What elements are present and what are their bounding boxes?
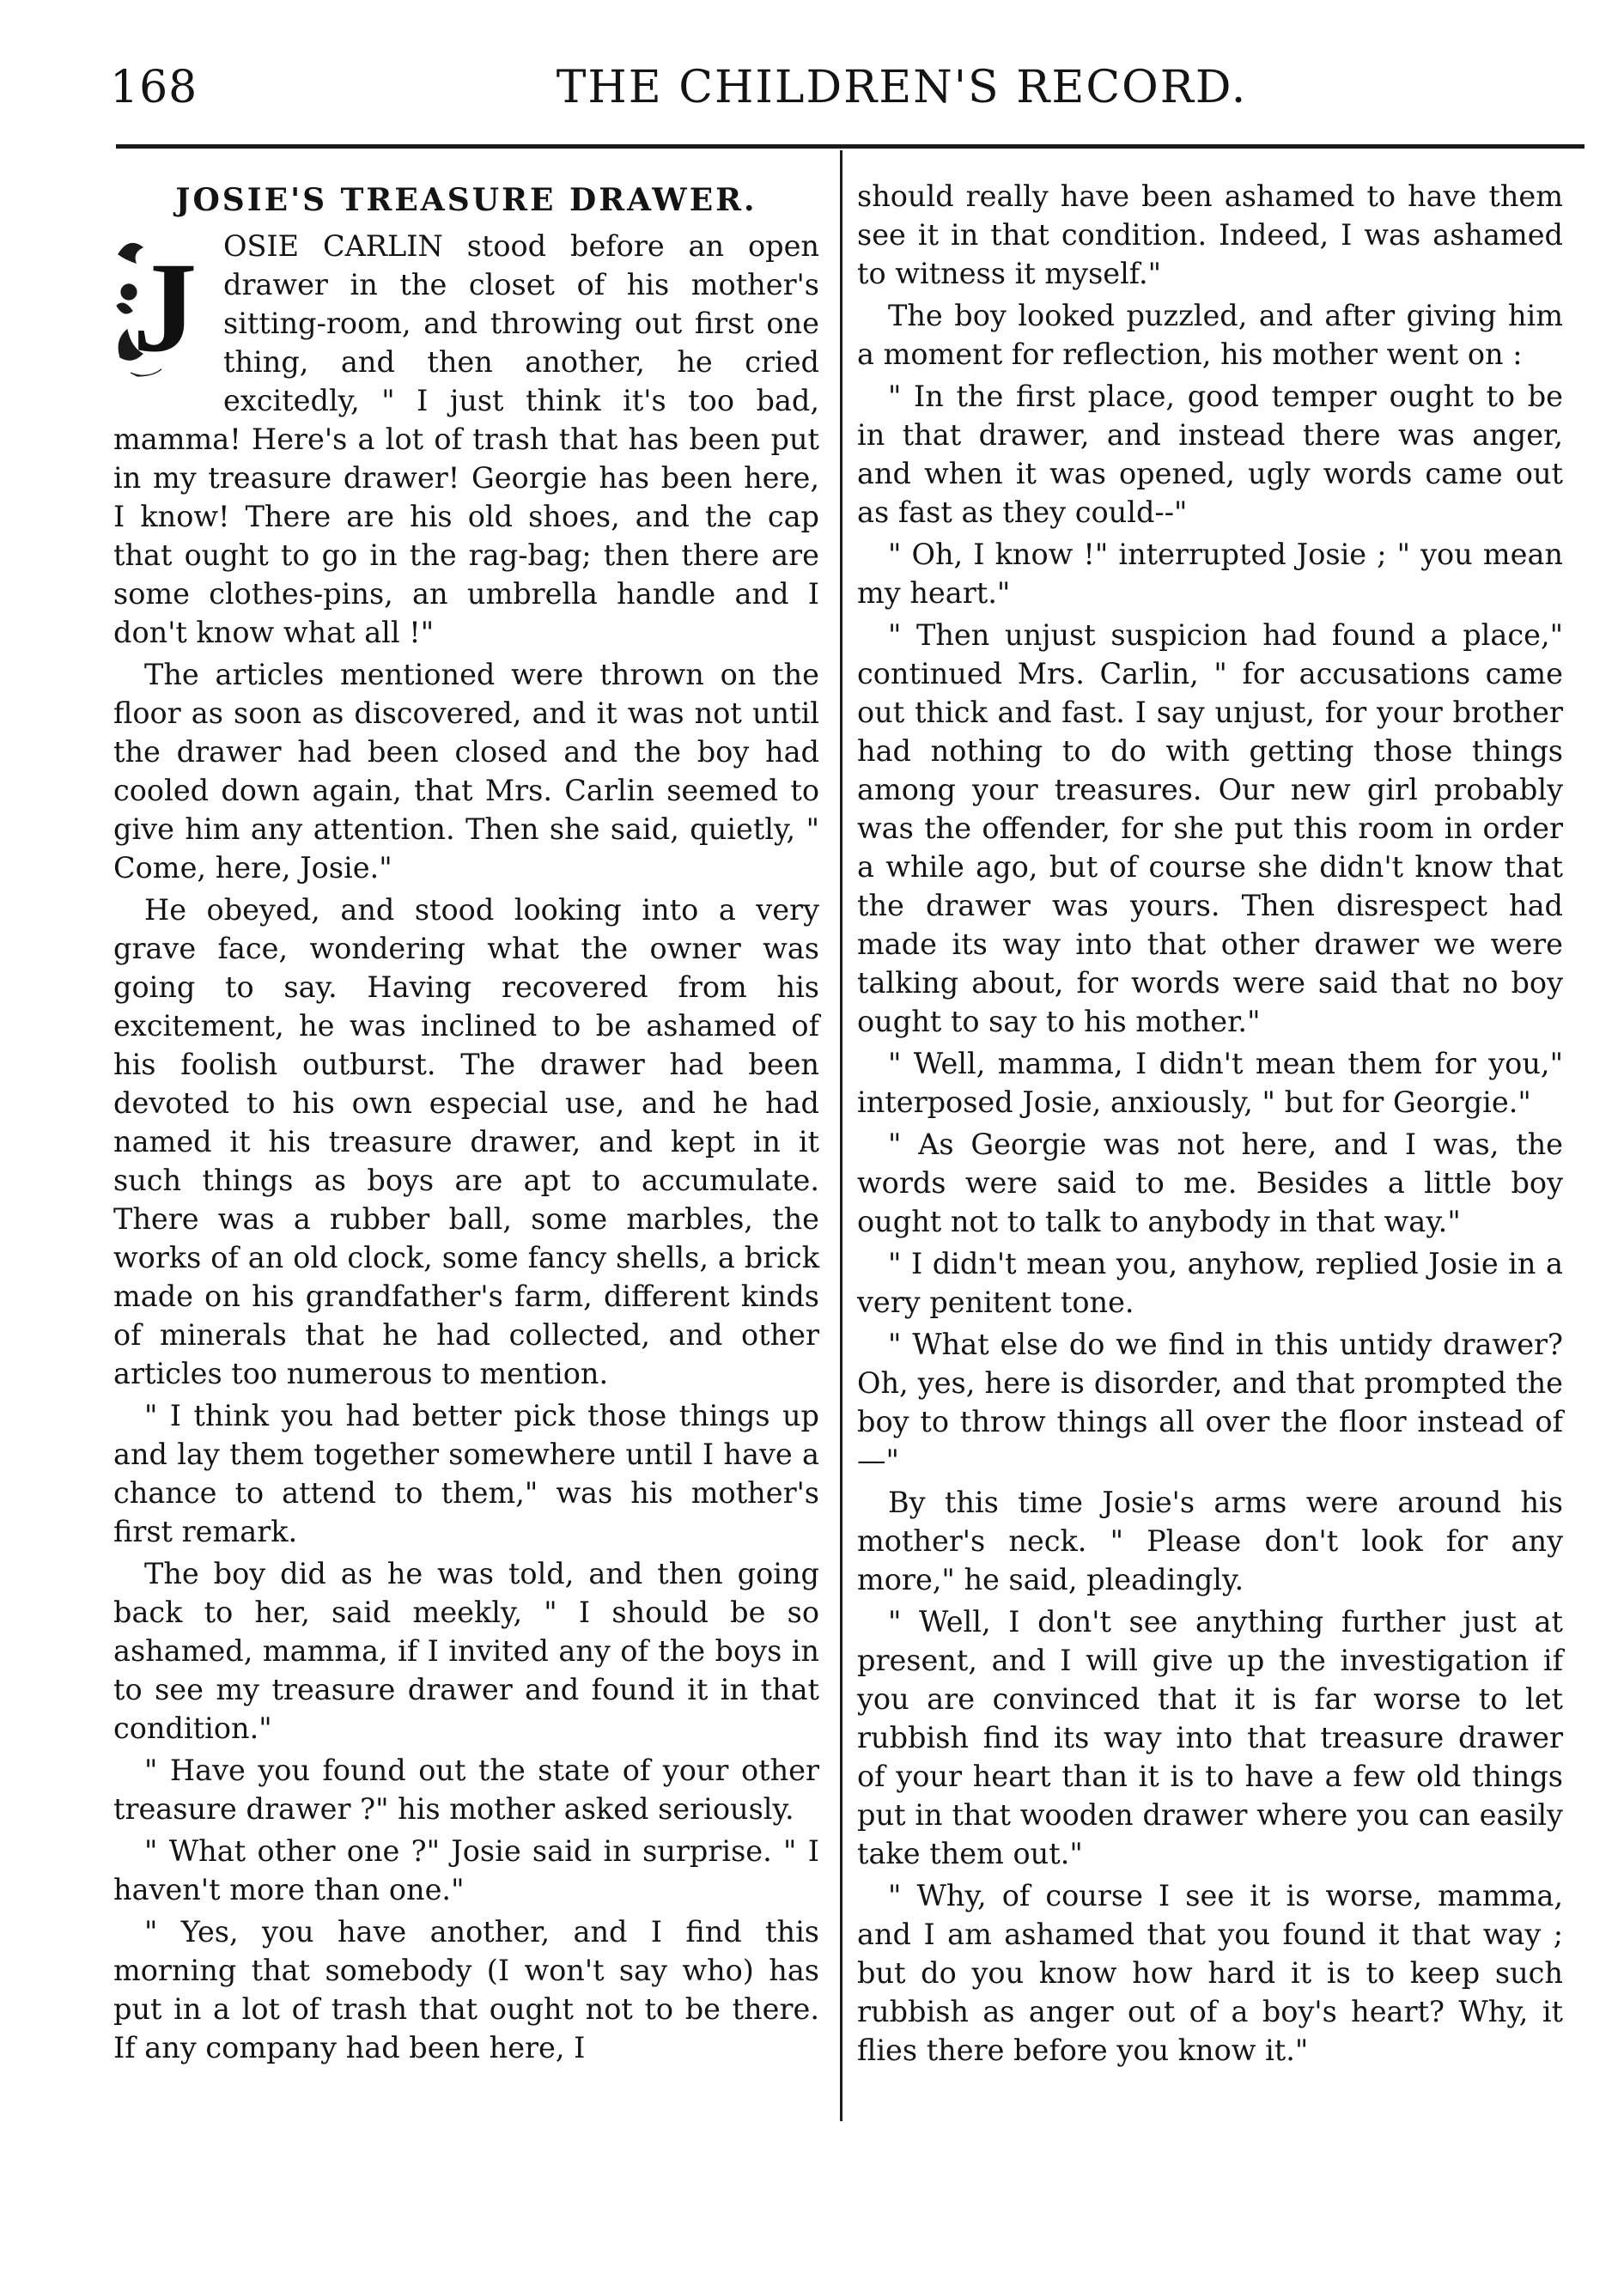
paragraph-continued: should really have been ashamed to have them see it in that condition. Indeed, I was ashamed to witness it myself." xyxy=(857,179,1563,290)
paragraph: " Yes, you have another, and I find this morning that somebody (I won't say who) has put in a lot of trash that ought not to be there. If any company had been here, I xyxy=(113,1915,819,2064)
page-number: 168 xyxy=(110,62,198,113)
paragraph: " Have you found out the state of your other treasure drawer ?" his mother asked seriously. xyxy=(113,1754,819,1826)
paragraph: " Why, of course I see it is worse, mamma, and I am ashamed that you found it that way ; but do you know how hard it is to keep such rubbish as anger out of a boy's heart? Why, it flies there before you know it." xyxy=(857,1879,1563,2067)
paragraph: " What else do we find in this untidy drawer? Oh, yes, here is disorder, and that prompted the boy to throw things all over the floor instead of—" xyxy=(857,1328,1563,1477)
paragraph: " I didn't mean you, anyhow, replied Josie in a very penitent tone. xyxy=(857,1247,1563,1319)
paragraph: By this time Josie's arms were around his mother's neck. " Please don't look for any more," he said, pleadingly. xyxy=(857,1486,1563,1596)
paragraph: " I think you had better pick those things up and lay them together somewhere until I have a chance to attend to them," was his mother's first remark. xyxy=(113,1399,819,1548)
header-rule xyxy=(116,144,1584,149)
dropcap-j-icon xyxy=(113,228,210,383)
paragraph: " As Georgie was not here, and I was, the words were said to me. Besides a little boy ought not to talk to anybody in that way." xyxy=(857,1128,1563,1238)
right-column xyxy=(857,177,1563,2073)
dropcap-j xyxy=(113,228,210,383)
paragraph: The articles mentioned were thrown on the floor as soon as discovered, and it was not until the drawer had been closed and the boy had cooled down again, that Mrs. Carlin seemed to give him any attention. Then she said, quietly, " Come, here, Josie." xyxy=(113,658,819,885)
column-divider xyxy=(840,150,842,2121)
dropcap-letter: J xyxy=(132,236,198,379)
paragraph: " What other one ?" Josie said in surprise. " I haven't more than one." xyxy=(113,1834,819,1906)
paragraph: He obeyed, and stood looking into a very grave face, wondering what the owner was going to say. Having recovered from his excitement, he was inclined to be ashamed of his foolish outburst. The drawer had been devoted to his own especial use, and he had named it his treasure drawer, and kept in it such things as boys are apt to accumulate. There was a rubber ball, some marbles, the works of an old clock, some fancy shells, a brick made on his grandfather's farm, different kinds of minerals that he had collected, and other articles too numerous to mention. xyxy=(113,893,819,1390)
paragraph: " Oh, I know !" interrupted Josie ; " you mean my heart." xyxy=(857,538,1563,610)
paragraph: " Then unjust suspicion had found a place," continued Mrs. Carlin, " for accusations came out thick and fast. I say unjust, for your brother had nothing to do with getting those things among your treasures. Our new girl probably was the offender, for she put this room in order a while ago, but of course she didn't know that the drawer was yours. Then disrespect had made its way into that other drawer we were talking about, for words were said that no boy ought to say to his mother." xyxy=(857,618,1563,1038)
paragraph: The boy looked puzzled, and after giving him a moment for reflection, his mother went on : xyxy=(857,299,1563,371)
paragraph: The boy did as he was told, and then going back to her, said meekly, " I should be so ashamed, mamma, if I invited any of the boys in to see my treasure drawer and found it in that condition." xyxy=(113,1557,819,1745)
paragraph: " Well, I don't see anything further just at present, and I will give up the investigation if you are convinced that it is far worse to let rubbish find its way into that treasure drawer of your heart than it is to have a few old things put in that wooden drawer where you can easily take them out." xyxy=(857,1605,1563,1870)
article-title: JOSIE'S TREASURE DRAWER. xyxy=(175,182,757,218)
paragraph: " Well, mamma, I didn't mean them for you," interposed Josie, anxiously, " but for Georgie." xyxy=(857,1047,1563,1119)
running-head: THE CHILDREN'S RECORD. xyxy=(556,62,1248,113)
left-column xyxy=(113,180,819,2070)
paragraph: OSIE CARLIN stood before an open drawer in the closet of his mother's sitting-room, and throwing out first one thing, and then another, he cried excitedly, " I just think it's too bad, mamma! Here's a lot of trash that has been put in my treasure drawer! Georgie has been here, I know! There are his old shoes, and the cap that ought to go in the rag-bag; then there are some clothes-pins, an umbrella handle and I don't know what all !" xyxy=(113,229,819,649)
paragraph: " In the first place, good temper ought to be in that drawer, and instead there was anger, and when it was opened, ugly words came out as fast as they could--" xyxy=(857,380,1563,529)
